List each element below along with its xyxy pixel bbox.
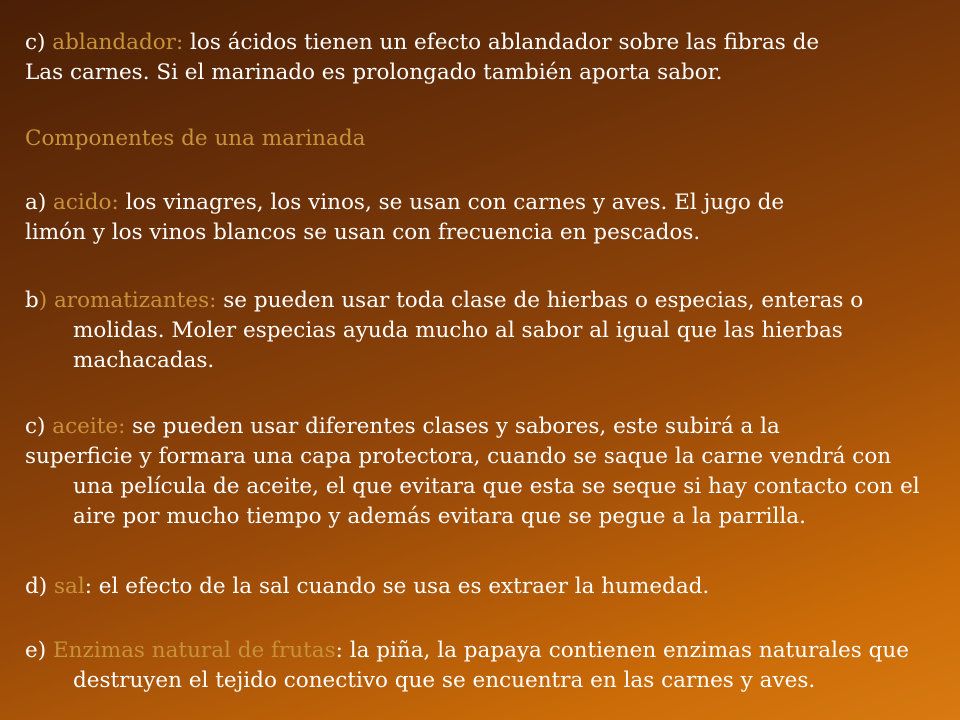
line xyxy=(25,28,945,58)
item-text-line: molidas. Moler especias ayuda mucho al sabor al igual que las hierbas xyxy=(73,318,843,343)
item-text-line: destruyen el tejido conectivo que se encuentra en las carnes y aves. xyxy=(73,668,816,693)
item-prefix: b xyxy=(25,288,39,313)
item-text: : el efecto de la sal cuando se usa es extraer la humedad. xyxy=(84,574,710,599)
item-text-line: una película de aceite, el que evitara que esta se seque si hay contacto con el xyxy=(73,474,920,499)
item-text: se pueden usar diferentes clases y sabores, este subirá a la xyxy=(125,414,780,439)
item-text: los ácidos tienen un efecto ablandador sobre las fibras de xyxy=(183,30,820,55)
item-prefix: d) xyxy=(25,574,54,599)
paragraph-enzimas xyxy=(25,636,945,696)
item-prefix: c) xyxy=(25,30,53,55)
section-heading xyxy=(25,124,945,154)
line xyxy=(25,636,945,666)
heading-text: Componentes de una marinada xyxy=(25,126,366,151)
line xyxy=(25,188,945,218)
item-text-line: aire por mucho tiempo y además evitara que se pegue a la parrilla. xyxy=(73,504,806,529)
paragraph-aromatizantes xyxy=(25,286,945,376)
term-aceite: aceite: xyxy=(52,414,126,439)
line xyxy=(25,412,945,442)
term-sal: sal xyxy=(54,574,85,599)
term-ablandador: ablandador: xyxy=(52,30,184,55)
item-prefix: c) xyxy=(25,414,53,439)
item-text-line: Las carnes. Si el marinado es prolongado también aporta sabor. xyxy=(25,60,723,85)
item-prefix: e) xyxy=(25,638,53,663)
item-text: los vinagres, los vinos, se usan con carnes y aves. El jugo de xyxy=(118,190,785,215)
paragraph-acido xyxy=(25,188,945,248)
item-prefix: a) xyxy=(25,190,54,215)
term-acido: acido: xyxy=(53,190,119,215)
item-text: se pueden usar toda clase de hierbas o especias, enteras o xyxy=(216,288,864,313)
paragraph-sal xyxy=(25,572,945,602)
item-text-line: superficie y formara una capa protectora, cuando se saque la carne vendrá con xyxy=(25,444,892,469)
paragraph-ablandador xyxy=(25,28,945,88)
item-text-line: limón y los vinos blancos se usan con frecuencia en pescados. xyxy=(25,220,701,245)
term-enzimas: Enzimas natural de frutas xyxy=(52,638,336,663)
line xyxy=(25,286,945,316)
term-aromatizantes: ) aromatizantes: xyxy=(38,288,217,313)
item-text-line: machacadas. xyxy=(73,348,215,373)
line xyxy=(25,572,945,602)
paragraph-aceite xyxy=(25,412,945,532)
item-text: : la piña, la papaya contienen enzimas naturales que xyxy=(335,638,909,663)
